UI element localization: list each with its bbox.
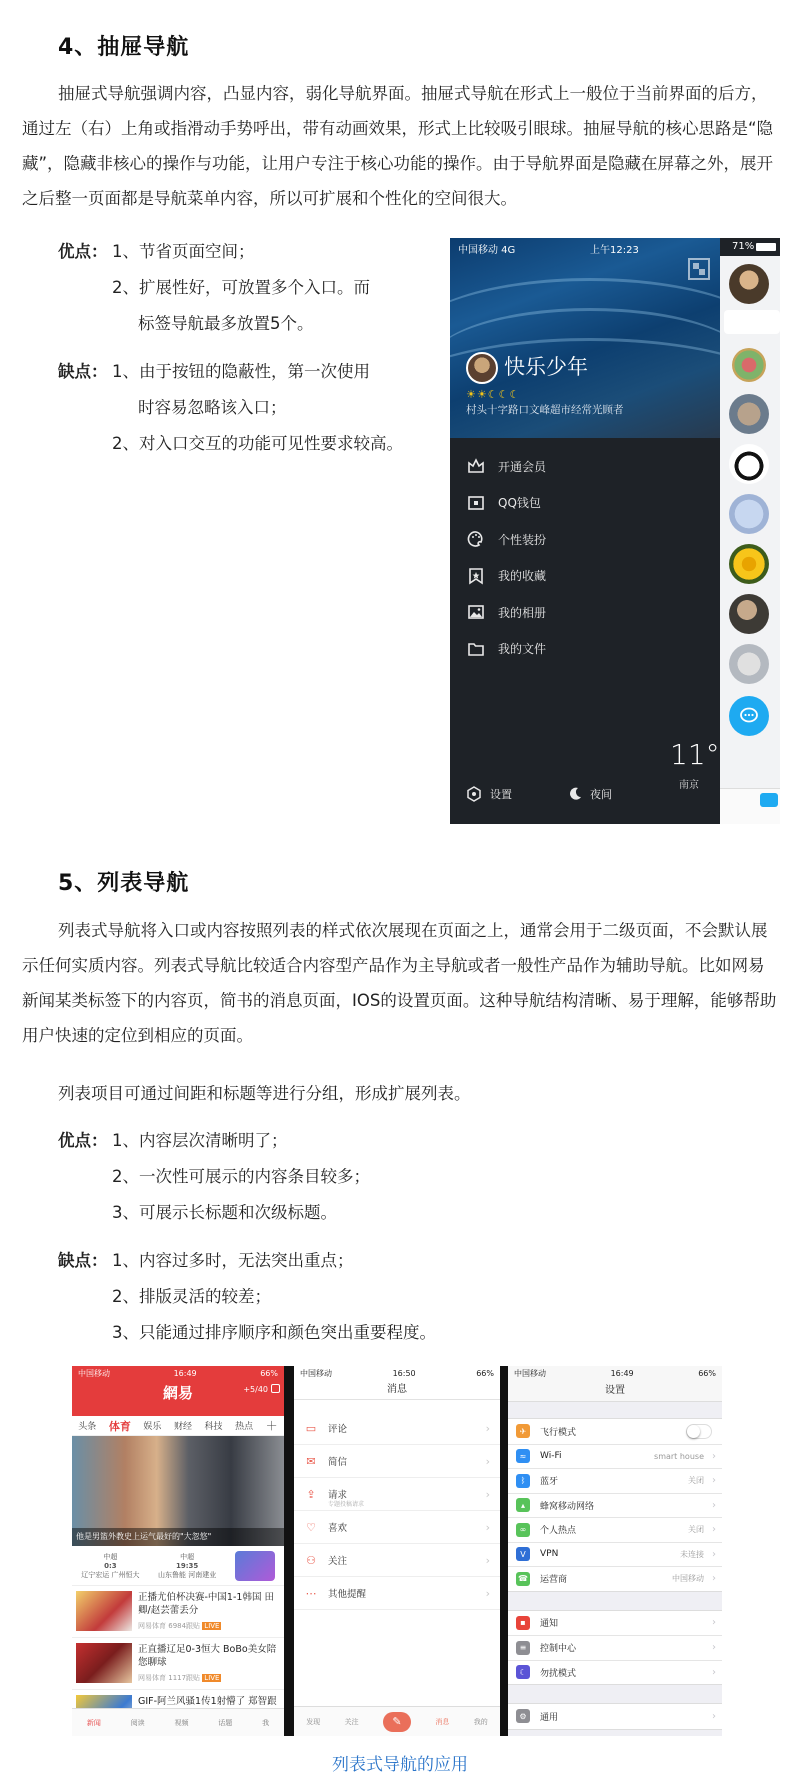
settings-icon: ▪ [516, 1616, 530, 1630]
chevron-right-icon: › [712, 1710, 716, 1722]
s5-pros-label: 优点： [58, 1131, 108, 1150]
battery-text: 71% [732, 241, 755, 252]
level-icons: ☀☀☾☾☾ [466, 388, 521, 401]
settings-icon: ᛒ [516, 1474, 530, 1488]
wallet-icon [466, 493, 486, 513]
menu-item-theme[interactable]: 个性装扮 [466, 521, 706, 558]
list-item[interactable]: 正直播辽足0-3恒大 BoBo美女陪您聊球 网易体育 1117跟贴 LIVE [72, 1638, 284, 1690]
tabbar-discover[interactable]: 发现 [306, 1717, 321, 1726]
chevron-right-icon: › [712, 1573, 716, 1585]
chevron-right-icon: › [712, 1475, 716, 1487]
settings-row[interactable] [508, 1542, 722, 1567]
s5-con-2: 2、排版灵活的较差； [112, 1287, 271, 1306]
settings-row[interactable] [508, 1660, 722, 1685]
menu-item-files[interactable]: 我的文件 [466, 631, 706, 668]
chevron-right-icon: › [712, 1524, 716, 1536]
write-button[interactable]: ✎ [383, 1712, 411, 1732]
bookmark-icon [466, 566, 486, 586]
drawer-menu [466, 448, 706, 667]
netease-news-screenshot [72, 1366, 284, 1736]
settings-value: 关闭 [688, 1476, 704, 1486]
weather-city: 南京 [679, 780, 699, 791]
match-scores: 中超 0:3 辽宁宏运 广州恒大 中超 19:35 山东鲁能 河南建业 [72, 1546, 284, 1586]
settings-label: 个人热点 [540, 1526, 577, 1537]
tab-tech[interactable]: 科技 [204, 1422, 223, 1432]
settings-value: smart house [654, 1451, 704, 1461]
heart-icon: ♡ [306, 1520, 316, 1534]
settings-title: 设置 [508, 1380, 722, 1402]
settings-row[interactable] [508, 1704, 722, 1729]
settings-label: 运营商 [540, 1575, 568, 1586]
vip-icon [466, 456, 486, 476]
settings-label: 通知 [540, 1619, 559, 1630]
headline-photo[interactable] [72, 1436, 284, 1546]
s4-con-3: 2、对入口交互的功能可见性要求较高。 [112, 434, 403, 453]
tabbar-read[interactable]: 阅读 [130, 1718, 145, 1727]
tabbar-news[interactable]: 新闻 [86, 1718, 101, 1727]
drawer-main-content-peek [720, 256, 780, 824]
clock: 上午12:23 [590, 245, 639, 256]
tabbar-video[interactable]: 视频 [174, 1718, 189, 1727]
tab-headline[interactable]: 头条 [78, 1422, 97, 1432]
menu-item-vip[interactable]: 开通会员 [466, 448, 706, 485]
settings-icon: ▴ [516, 1498, 530, 1512]
settings-value: 关闭 [688, 1525, 704, 1535]
s5-cons-label: 缺点： [58, 1251, 108, 1270]
section4-heading: 4、抽屉导航 [58, 35, 190, 60]
list-item-follows[interactable]: ⚇ 关注 › [294, 1544, 500, 1577]
gold-count: +5/40 [243, 1385, 268, 1394]
settings-icon: ⚙ [516, 1709, 530, 1723]
settings-icon: ≡ [516, 1641, 530, 1655]
weather-temperature: 11° [670, 738, 720, 771]
section4-paragraph: 抽屉式导航强调内容，凸显内容，弱化导航界面。抽屉式导航在形式上一般位于当前界面的后方，通过左（右）上角或指滑动手势呼出，带有动画效果，形式上比较吸引眼球。抽屉导航的核心思路是“隐藏”，隐藏非核心的操作与功能，让用户专注于核心功能的操作。由于导航界面是隐藏在屏幕之外，展开之后整一页面都是导航菜单内容，所以可扩展和个性化的空间很大。 [22, 84, 774, 208]
user-icon: ⚇ [306, 1553, 316, 1567]
tabbar-me[interactable]: 我 [262, 1718, 270, 1727]
signature: 村头十字路口文峰超市经常光顾者 [466, 404, 624, 416]
settings-icon [466, 786, 482, 802]
netease-tabbar [72, 1708, 284, 1736]
settings-icon: ∞ [516, 1523, 530, 1537]
photo-caption: 他是男篮外教史上运气最好的"大忽悠" [72, 1528, 284, 1546]
s4-con-2: 时容易忽略该入口； [138, 398, 287, 417]
chevron-right-icon: › [712, 1666, 716, 1678]
settings-row[interactable] [508, 1468, 722, 1493]
drawer-settings-button[interactable]: 设置 [466, 786, 512, 802]
list-item[interactable]: GIF-阿兰风骚1传1射懵了 郑智跟 [72, 1690, 284, 1736]
s4-pro-2: 2、扩展性好，可放置多个入口。而 [112, 278, 370, 297]
section5-paragraph2: 列表项目可通过间距和标题等进行分组，形成扩展列表。 [58, 1084, 471, 1103]
settings-value: 中国移动 [672, 1574, 704, 1584]
menu-item-album[interactable]: 我的相册 [466, 594, 706, 631]
settings-icon: ☎ [516, 1572, 530, 1586]
tabbar-follow[interactable]: 关注 [344, 1717, 359, 1726]
list-item-comments[interactable]: ▭ 评论 › [294, 1412, 500, 1445]
netease-logo: 網易 [162, 1384, 193, 1402]
s4-pro-3: 标签导航最多放置5个。 [138, 314, 314, 333]
settings-label: 控制中心 [540, 1644, 577, 1655]
s5-con-1: 1、内容过多时，无法突出重点； [112, 1251, 354, 1270]
s4-pros-label: 优点： [58, 242, 108, 261]
messages-tabbar [294, 1706, 500, 1736]
settings-icon: V [516, 1547, 530, 1561]
settings-label: 勿扰模式 [540, 1668, 577, 1679]
messages-title: 消息 [294, 1380, 500, 1400]
carrier: 中国移动 4G [458, 245, 516, 256]
s5-pro-2: 2、一次性可展示的内容条目较多； [112, 1167, 370, 1186]
s4-pro-1: 1、节省页面空间； [112, 242, 255, 261]
figure-caption: 列表式导航的应用 [332, 1755, 468, 1775]
settings-icon: ☾ [516, 1665, 530, 1679]
more-icon: ⋯ [305, 1586, 317, 1600]
settings-row[interactable] [508, 1611, 722, 1636]
settings-group-notifications [508, 1610, 722, 1686]
chat-bubble-icon[interactable] [729, 696, 769, 736]
section5-heading: 5、列表导航 [58, 871, 190, 896]
list-item[interactable]: 正播尤伯杯决赛-中国1-1韩国 田卿/赵芸蕾丢分 网易体育 6984跟贴 LIVE [72, 1586, 284, 1638]
settings-row[interactable] [508, 1635, 722, 1660]
main-tabbar-peek [720, 788, 780, 824]
chevron-right-icon: › [712, 1499, 716, 1511]
jianshu-messages-screenshot: 中国移动 16:50 66% 消息 ▭ 评论 › ✉ 简信 › ⇪ 请求 专题投稿请求 › ♡ 喜欢 › ⚇ 关注 › ⋯ 其他提醒 › 发现 关注 ✎ 消息 我的 [294, 1366, 500, 1736]
upload-icon: ⇪ [306, 1487, 316, 1501]
s4-cons-label: 缺点： [58, 362, 108, 381]
tabbar-topic[interactable]: 话题 [218, 1718, 233, 1727]
chevron-right-icon: › [712, 1642, 716, 1654]
settings-row[interactable] [508, 1419, 722, 1444]
drawer-status-bar [450, 238, 780, 256]
add-tab-icon[interactable]: ＋ [265, 1419, 278, 1433]
chevron-right-icon: › [712, 1548, 716, 1560]
settings-value: 未连接 [680, 1549, 704, 1559]
divider [284, 1366, 294, 1736]
settings-group-general [508, 1703, 722, 1730]
username: 快乐少年 [504, 355, 588, 379]
netease-header: 中国移动 16:49 66% 網易 +5/40 [72, 1366, 284, 1416]
s5-pro-3: 3、可展示长标题和次级标题。 [112, 1203, 337, 1222]
list-item-messages[interactable]: ✉ 简信 › [294, 1445, 500, 1478]
list-item-others[interactable]: ⋯ 其他提醒 › [294, 1577, 500, 1610]
settings-row[interactable] [508, 1493, 722, 1518]
tabbar-mine[interactable]: 我的 [473, 1717, 488, 1726]
divider [500, 1366, 508, 1736]
promo-badge[interactable] [235, 1551, 275, 1581]
comment-icon: ▭ [305, 1421, 317, 1435]
moon-icon [568, 787, 582, 801]
section5-paragraph: 列表式导航将入口或内容按照列表的样式依次展现在页面之上，通常会用于二级页面，不会默认展示任何实质内容。列表式导航比较适合内容型产品作为主导航或者一般性产品作为辅助导航。比如网易新闻某类标签下的内容页，简书的消息页面，IOS的设置页面。这种导航结构清晰、易于理解，能够帮助用户快速的定位到相应的页面。 [22, 921, 777, 1045]
s4-con-1: 1、由于按钮的隐蔽性，第一次使用 [112, 362, 370, 381]
settings-label: 蜂窝移动网络 [540, 1501, 595, 1512]
mail-icon: ✉ [306, 1454, 316, 1468]
drawer-night-button[interactable]: 夜间 [568, 786, 612, 802]
news-thumb [76, 1643, 132, 1683]
qr-code-icon[interactable] [688, 258, 710, 280]
settings-label: 飞行模式 [540, 1427, 577, 1438]
palette-icon [466, 529, 486, 549]
folder-icon [466, 639, 486, 659]
s5-con-3: 3、只能通过排序顺序和颜色突出重要程度。 [112, 1323, 436, 1342]
photo-icon [466, 602, 486, 622]
chevron-right-icon: › [712, 1450, 716, 1462]
tabbar-messages[interactable]: 消息 [435, 1717, 450, 1726]
chevron-right-icon: › [712, 1617, 716, 1629]
settings-label: VPN [540, 1549, 559, 1560]
settings-label: 通用 [540, 1712, 559, 1723]
tab-hot[interactable]: 热点 [235, 1422, 254, 1432]
tab-entertainment[interactable]: 娱乐 [143, 1422, 162, 1432]
list-item-requests[interactable]: ⇪ 请求 专题投稿请求 › [294, 1478, 500, 1511]
settings-row[interactable] [508, 1444, 722, 1469]
list-item-likes[interactable]: ♡ 喜欢 › [294, 1511, 500, 1544]
tab-sports[interactable]: 体育 [108, 1419, 131, 1433]
settings-label: Wi-Fi [540, 1451, 562, 1462]
settings-row[interactable] [508, 1566, 722, 1591]
mail-icon[interactable] [271, 1384, 280, 1393]
menu-item-favorites[interactable]: 我的收藏 [466, 558, 706, 595]
s5-pro-1: 1、内容层次清晰明了； [112, 1131, 288, 1150]
ios-settings-screenshot: 中国移动 16:49 66% 设置 ✈ 飞行模式 ≈ Wi-Fi smart house › ᛒ 蓝牙 关闭 › ▴ 蜂窝移动网络 › ∞ 个人热点 关闭 › V VPN 未连接 › ☎ 运营商 中国移动 › ▪ 通知 › ≡ 控制中心 › ☾ 勿扰模式 › ⚙ 通用 › [508, 1366, 722, 1736]
settings-icon: ≈ [516, 1449, 530, 1463]
news-thumb [76, 1591, 132, 1631]
avatar[interactable] [466, 352, 498, 384]
airplane-toggle[interactable] [686, 1424, 712, 1439]
settings-group-network [508, 1418, 722, 1592]
settings-label: 蓝牙 [540, 1477, 559, 1488]
tab-finance[interactable]: 财经 [173, 1422, 192, 1432]
settings-icon: ✈ [516, 1424, 530, 1438]
drawer-phone-screenshot [450, 238, 780, 824]
netease-tabs [72, 1416, 284, 1436]
menu-item-wallet[interactable]: QQ钱包 [466, 485, 706, 522]
settings-row[interactable] [508, 1517, 722, 1542]
battery-icon [756, 243, 776, 251]
